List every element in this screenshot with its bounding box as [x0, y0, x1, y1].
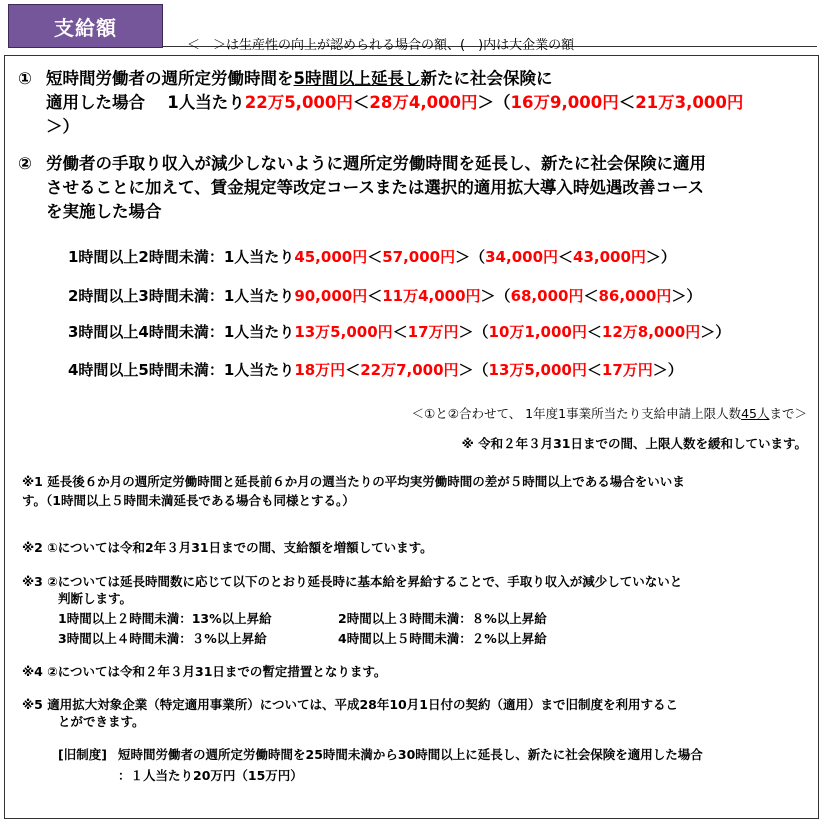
- item2-number: ②: [18, 154, 32, 173]
- old-system-label: [旧制度]: [58, 747, 107, 762]
- row-amount-a: 90,000円: [294, 287, 368, 305]
- limit-note-pre: ＜①と②合わせて、 1年度1事業所当たり支給申請上限人数: [411, 406, 742, 421]
- note-5-line2: とができます。: [58, 714, 145, 729]
- amount-row-1: [68, 246, 676, 267]
- header-note: ＜ ＞は生産性の向上が認められる場合の額、( )内は大企業の額: [187, 38, 575, 53]
- item1-amount-3: 16万9,000円: [510, 93, 619, 112]
- item1-line2: [46, 92, 743, 114]
- item1-text-c: 適用した場合 1人当たり: [46, 93, 245, 112]
- row-amount-b: 57,000円: [382, 248, 456, 266]
- item1-lt-2: ＜: [618, 93, 636, 112]
- row-amount-d: 43,000円: [573, 248, 646, 266]
- row-gt-open: ＞（: [458, 323, 489, 341]
- row-lt: ＜: [392, 323, 408, 341]
- row-label: 1時間以上2時間未満：1人当たり: [68, 248, 295, 266]
- note-3-rate-3: 3時間以上４時間未満：３%以上昇給: [58, 631, 267, 646]
- note-3-rate-4: 4時間以上５時間未満：２%以上昇給: [338, 631, 547, 646]
- row-gt-open: ＞（: [458, 361, 489, 379]
- row-amount-b: 22万7,000円: [360, 361, 459, 379]
- row-amount-d: 86,000円: [598, 287, 672, 305]
- row-amount-c: 68,000円: [510, 287, 584, 305]
- note-2: ※2 ①については令和2年３月31日までの間、支給額を増額しています。: [22, 540, 433, 555]
- item1-amount-2: 28万4,000円: [369, 93, 478, 112]
- row-lt: ＜: [586, 323, 602, 341]
- section-title: 支給額: [54, 15, 117, 40]
- limit-note-count: 45人: [741, 406, 770, 421]
- amount-row-2: [68, 285, 701, 306]
- note-3-line1: ※3 ②については延長時間数に応じて以下のとおり延長時に基本給を昇給することで、手取り収入が減少していないと: [22, 574, 683, 589]
- row-amount-c: 34,000円: [485, 248, 559, 266]
- row-lt: ＜: [583, 287, 599, 305]
- row-amount-b: 11万4,000円: [382, 287, 481, 305]
- limit-note: [412, 404, 807, 422]
- row-amount-c: 10万1,000円: [488, 323, 587, 341]
- row-amount-a: 13万5,000円: [294, 323, 393, 341]
- item1-text-underline: 5時間以上延長し: [293, 69, 421, 88]
- row-amount-c: 13万5,000円: [488, 361, 587, 379]
- item1-gt-1: ＞（: [477, 93, 511, 112]
- item1-number: ①: [18, 69, 32, 88]
- item1-amount-4: 21万3,000円: [635, 93, 744, 112]
- row-lt: ＜: [558, 248, 574, 266]
- row-label: 2時間以上3時間未満：1人当たり: [68, 287, 295, 305]
- note-3-line2: 判断します。: [58, 591, 133, 606]
- row-close: ＞）: [700, 323, 731, 341]
- row-amount-b: 17万円: [407, 323, 459, 341]
- row-lt: ＜: [345, 361, 361, 379]
- amount-row-4: [68, 359, 683, 380]
- item1-line1: [46, 68, 552, 90]
- item2-line1: 労働者の手取り収入が減少しないように週所定労働時間を延長し、新たに社会保険に適用: [46, 154, 706, 173]
- row-lt: ＜: [367, 287, 383, 305]
- row-close: ＞）: [652, 361, 683, 379]
- note-3-rate-2: 2時間以上３時間未満：８%以上昇給: [338, 611, 547, 626]
- row-label: 4時間以上5時間未満：1人当たり: [68, 361, 295, 379]
- row-lt: ＜: [367, 248, 383, 266]
- row-label: 3時間以上4時間未満：1人当たり: [68, 323, 295, 341]
- row-amount-a: 18万円: [294, 361, 346, 379]
- note-3-rate-1: 1時間以上２時間未満：13%以上昇給: [58, 611, 272, 626]
- row-amount-d: 17万円: [601, 361, 653, 379]
- limit-note-post: まで＞: [769, 406, 807, 421]
- amount-row-3: [68, 321, 730, 342]
- old-system-line1: 短時間労働者の週所定労働時間を25時間未満から30時間以上に延長し、新たに社会保険を適用した場合: [118, 747, 703, 762]
- row-lt: ＜: [586, 361, 602, 379]
- row-close: ＞）: [671, 287, 702, 305]
- item1-line3: ＞）: [46, 117, 79, 136]
- note-5-line1: ※5 適用拡大対象企業（特定適用事業所）については、平成28年10月1日付の契約（適用）まで旧制度を利用するこ: [22, 697, 678, 712]
- item1-text-b: 新たに社会保険に: [420, 69, 553, 88]
- section-title-badge: [8, 4, 163, 48]
- relax-note: ※ 令和２年３月31日までの間、上限人数を緩和しています。: [461, 436, 807, 451]
- row-amount-a: 45,000円: [294, 248, 368, 266]
- item2-line2: させることに加えて、賃金規定等改定コースまたは選択的適用拡大導入時処遇改善コース: [46, 178, 705, 197]
- note-1-line1: ※1 延長後６か月の週所定労働時間と延長前６か月の週当たりの平均実労働時間の差が５時間以上である場合をいいま: [22, 474, 685, 489]
- item1-lt-1: ＜: [352, 93, 370, 112]
- item1-amount-1: 22万5,000円: [244, 93, 353, 112]
- note-1-line2: す。（1時間以上５時間未満延長である場合も同様とする。）: [22, 493, 355, 508]
- row-gt-open: ＞（: [480, 287, 511, 305]
- row-amount-d: 12万8,000円: [601, 323, 701, 341]
- row-gt-open: ＞（: [455, 248, 486, 266]
- old-system-line2: ：１人当たり20万円（15万円）: [118, 768, 303, 783]
- item1-text-a: 短時間労働者の週所定労働時間を: [46, 69, 294, 88]
- row-close: ＞）: [645, 248, 676, 266]
- note-4: ※4 ②については令和２年３月31日までの暫定措置となります。: [22, 664, 387, 679]
- item2-line3: を実施した場合: [46, 202, 162, 221]
